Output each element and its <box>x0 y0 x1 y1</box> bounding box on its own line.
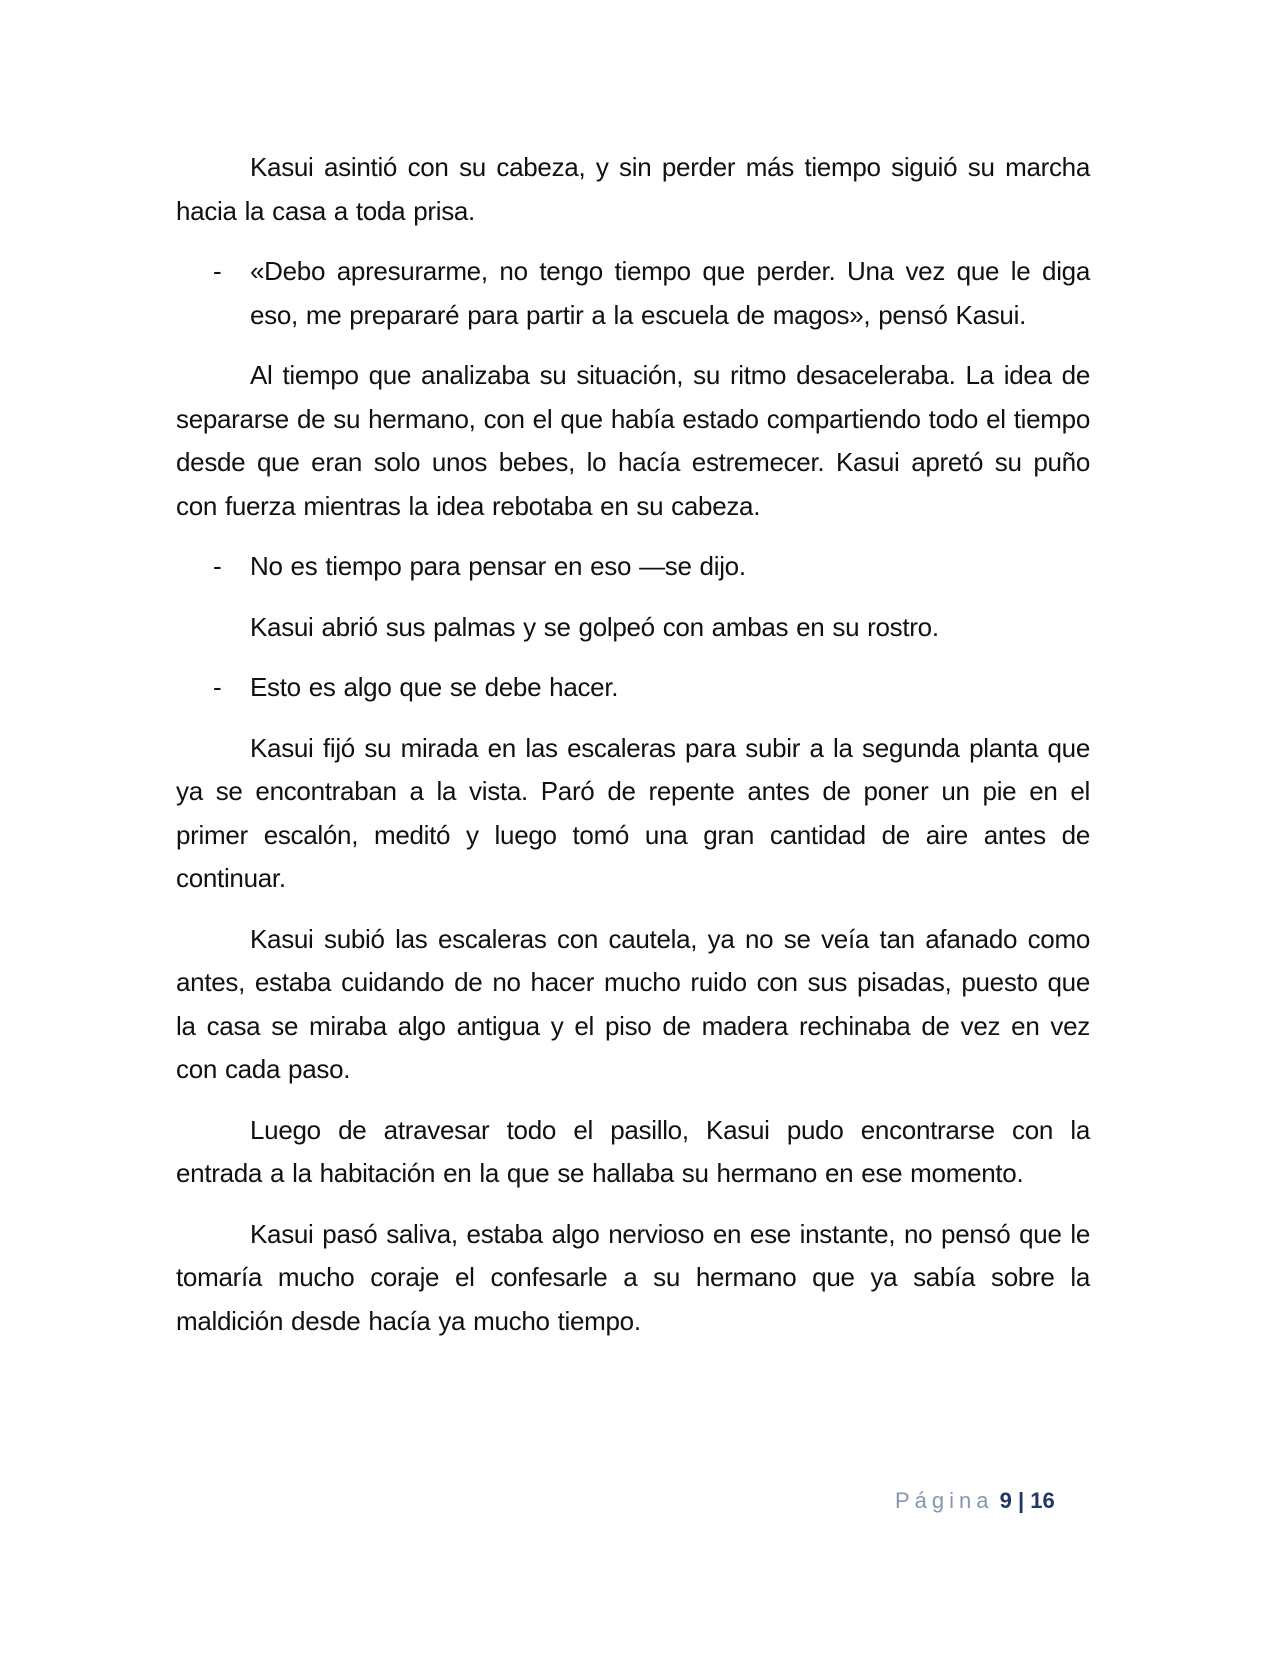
page-label: Página <box>895 1488 994 1513</box>
dialogue-paragraph <box>176 666 1090 710</box>
page-footer <box>895 1488 1055 1514</box>
paragraph: Kasui pasó saliva, estaba algo nervioso en ese instante, no pensó que le tomaría mucho coraje el confesarle a su hermano que ya sabía sobre la maldición desde hacía ya mucho tiempo. <box>176 1218 1090 1336</box>
page-separator: | <box>1011 1488 1031 1513</box>
page-body <box>176 146 1090 1360</box>
dash-mark: - <box>213 551 222 581</box>
dialogue-paragraph <box>176 250 1090 337</box>
dialogue-text: «Debo apresurarme, no tengo tiempo que perder. Una vez que le diga eso, me prepararé para partir a la escuela de magos», pensó Kasui. <box>250 256 1090 330</box>
paragraph: Al tiempo que analizaba su situación, su ritmo desaceleraba. La idea de separarse de su hermano, con el que había estado compartiendo todo el tiempo desde que eran solo unos bebes, lo hacía estremecer. Kasui apretó su puño con fuerza mientras la idea rebotaba en su cabeza. <box>176 360 1090 521</box>
paragraph: Kasui abrió sus palmas y se golpeó con ambas en su rostro. <box>250 611 939 642</box>
dialogue-paragraph <box>176 545 1090 589</box>
page-total: 16 <box>1030 1488 1055 1513</box>
paragraph: Kasui asintió con su cabeza, y sin perder más tiempo siguió su marcha hacia la casa a toda prisa. <box>176 152 1090 226</box>
paragraph: Kasui fijó su mirada en las escaleras para subir a la segunda planta que ya se encontraban a la vista. Paró de repente antes de poner un pie en el primer escalón, meditó y luego tomó una gran cantidad de aire antes de continuar. <box>176 732 1090 893</box>
dash-mark: - <box>213 256 222 286</box>
dialogue-text: No es tiempo para pensar en eso —se dijo. <box>250 551 746 581</box>
page-number: 9 <box>999 1488 1012 1513</box>
dialogue-text: Esto es algo que se debe hacer. <box>250 672 619 702</box>
paragraph: Kasui subió las escaleras con cautela, ya no se veía tan afanado como antes, estaba cuidando de no hacer mucho ruido con sus pisadas, puesto que la casa se miraba algo antigua y el piso de madera rechinaba de vez en vez con cada paso. <box>176 923 1090 1084</box>
paragraph: Luego de atravesar todo el pasillo, Kasui pudo encontrarse con la entrada a la habitación en la que se hallaba su hermano en ese momento. <box>176 1114 1090 1188</box>
dash-mark: - <box>213 672 222 702</box>
